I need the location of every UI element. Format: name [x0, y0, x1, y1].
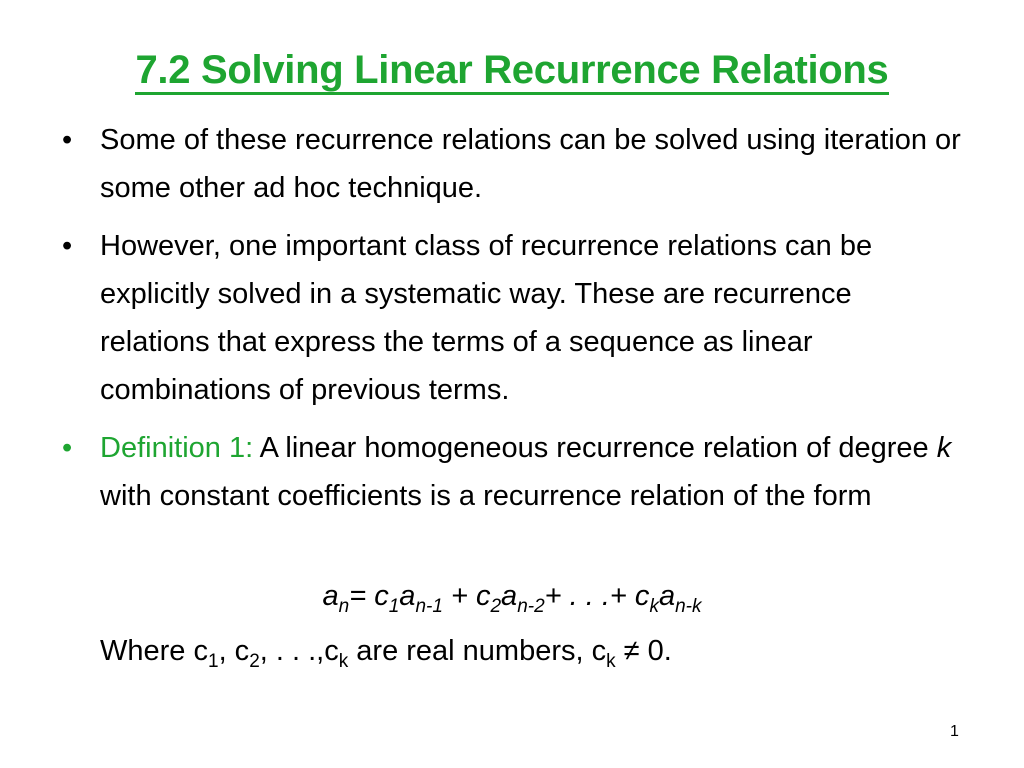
bullet-text: Some of these recurrence relations can be solved using iteration or some other ad hoc technique. — [100, 124, 961, 204]
definition-k: k — [936, 432, 952, 464]
bullet-dot-icon: • — [62, 124, 73, 156]
recurrence-formula: $a_n= c_1a_{n-1} + c_2a_{n-2}+$ . . .+ $c_ka_{n-k}$ — [322, 580, 702, 617]
where-clause: Where $c_1$, $c_2$, . . $.,c_k$ are real numbers, $c_k \ne 0$. — [100, 635, 672, 672]
page-number: 1 — [950, 723, 959, 740]
slide-title — [0, 44, 1024, 96]
bullet-item — [56, 222, 966, 414]
definition-text-end: with constant coefficients is a recurrence relation of the form — [100, 480, 872, 512]
bullet-item — [56, 116, 966, 212]
definition-label: Definition 1: — [100, 432, 254, 464]
bullet-text: However, one important class of recurrence relations can be explicitly solved in a systematic way. These are recurrence relations that express the terms of a sequence as linear combinations of previous terms. — [100, 230, 873, 406]
bullet-dot-icon: • — [62, 230, 73, 262]
definition-bullet — [56, 424, 966, 520]
bullet-list — [56, 116, 966, 530]
bullet-dot-icon: • — [62, 432, 73, 464]
definition-text: A linear homogeneous recurrence relation of degree — [253, 432, 937, 464]
slide-title-text: 7.2 Solving Linear Recurrence Relations — [135, 48, 888, 95]
